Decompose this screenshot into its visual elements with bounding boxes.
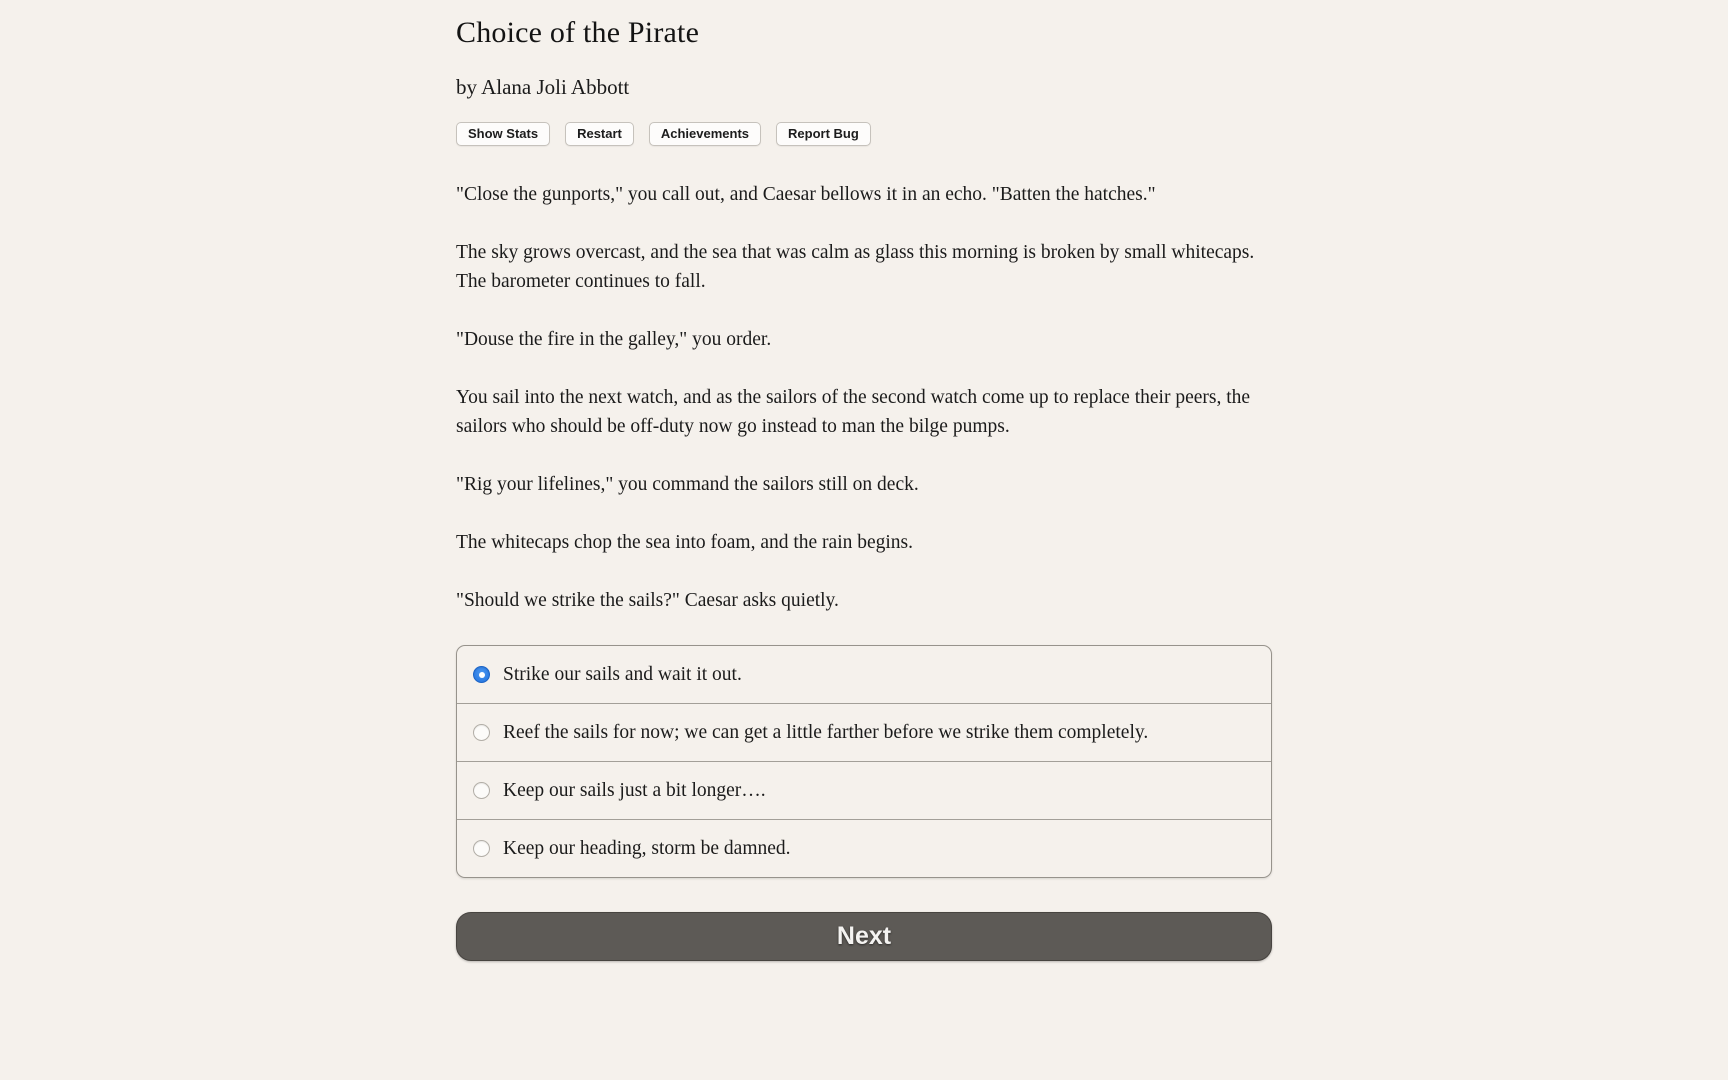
story-paragraph: "Rig your lifelines," you command the sailors still on deck. bbox=[456, 474, 919, 495]
next-button[interactable]: Next bbox=[456, 912, 1272, 961]
page-container bbox=[456, 0, 1272, 961]
story-paragraph: The whitecaps chop the sea into foam, and the rain begins. bbox=[456, 532, 914, 553]
show-stats-button[interactable]: Show Stats bbox=[456, 122, 550, 146]
radio-selected-icon[interactable] bbox=[473, 666, 490, 683]
radio-unselected-icon[interactable] bbox=[473, 724, 490, 741]
toolbar bbox=[456, 122, 1272, 146]
story bbox=[456, 180, 1272, 615]
choice-label: Keep our heading, storm be damned. bbox=[503, 838, 791, 859]
story-paragraph: The sky grows overcast, and the sea that was calm as glass this morning is broken by small whitecaps. The barometer continues to fall. bbox=[456, 242, 1255, 292]
restart-button[interactable]: Restart bbox=[565, 122, 634, 146]
story-paragraph: You sail into the next watch, and as the sailors of the second watch come up to replace their peers, the sailors who should be off-duty now go instead to man the bilge pumps. bbox=[456, 387, 1251, 437]
story-paragraph: "Close the gunports," you call out, and Caesar bellows it in an echo. "Batten the hatches." bbox=[456, 184, 1156, 205]
page-title: Choice of the Pirate bbox=[456, 16, 700, 49]
choice-label: Keep our sails just a bit longer…. bbox=[503, 780, 766, 801]
choice-list bbox=[456, 645, 1272, 878]
radio-unselected-icon[interactable] bbox=[473, 840, 490, 857]
choice-option[interactable] bbox=[457, 646, 1271, 703]
report-bug-button[interactable]: Report Bug bbox=[776, 122, 871, 146]
choice-label: Reef the sails for now; we can get a little farther before we strike them completely. bbox=[503, 722, 1149, 743]
author-byline: by Alana Joli Abbott bbox=[456, 75, 630, 99]
choice-option[interactable] bbox=[457, 819, 1271, 877]
achievements-button[interactable]: Achievements bbox=[649, 122, 761, 146]
story-paragraph: "Should we strike the sails?" Caesar asks quietly. bbox=[456, 590, 839, 611]
choice-option[interactable] bbox=[457, 703, 1271, 761]
choice-label: Strike our sails and wait it out. bbox=[503, 664, 742, 685]
choice-option[interactable] bbox=[457, 761, 1271, 819]
story-paragraph: "Douse the fire in the galley," you order. bbox=[456, 329, 772, 350]
radio-unselected-icon[interactable] bbox=[473, 782, 490, 799]
